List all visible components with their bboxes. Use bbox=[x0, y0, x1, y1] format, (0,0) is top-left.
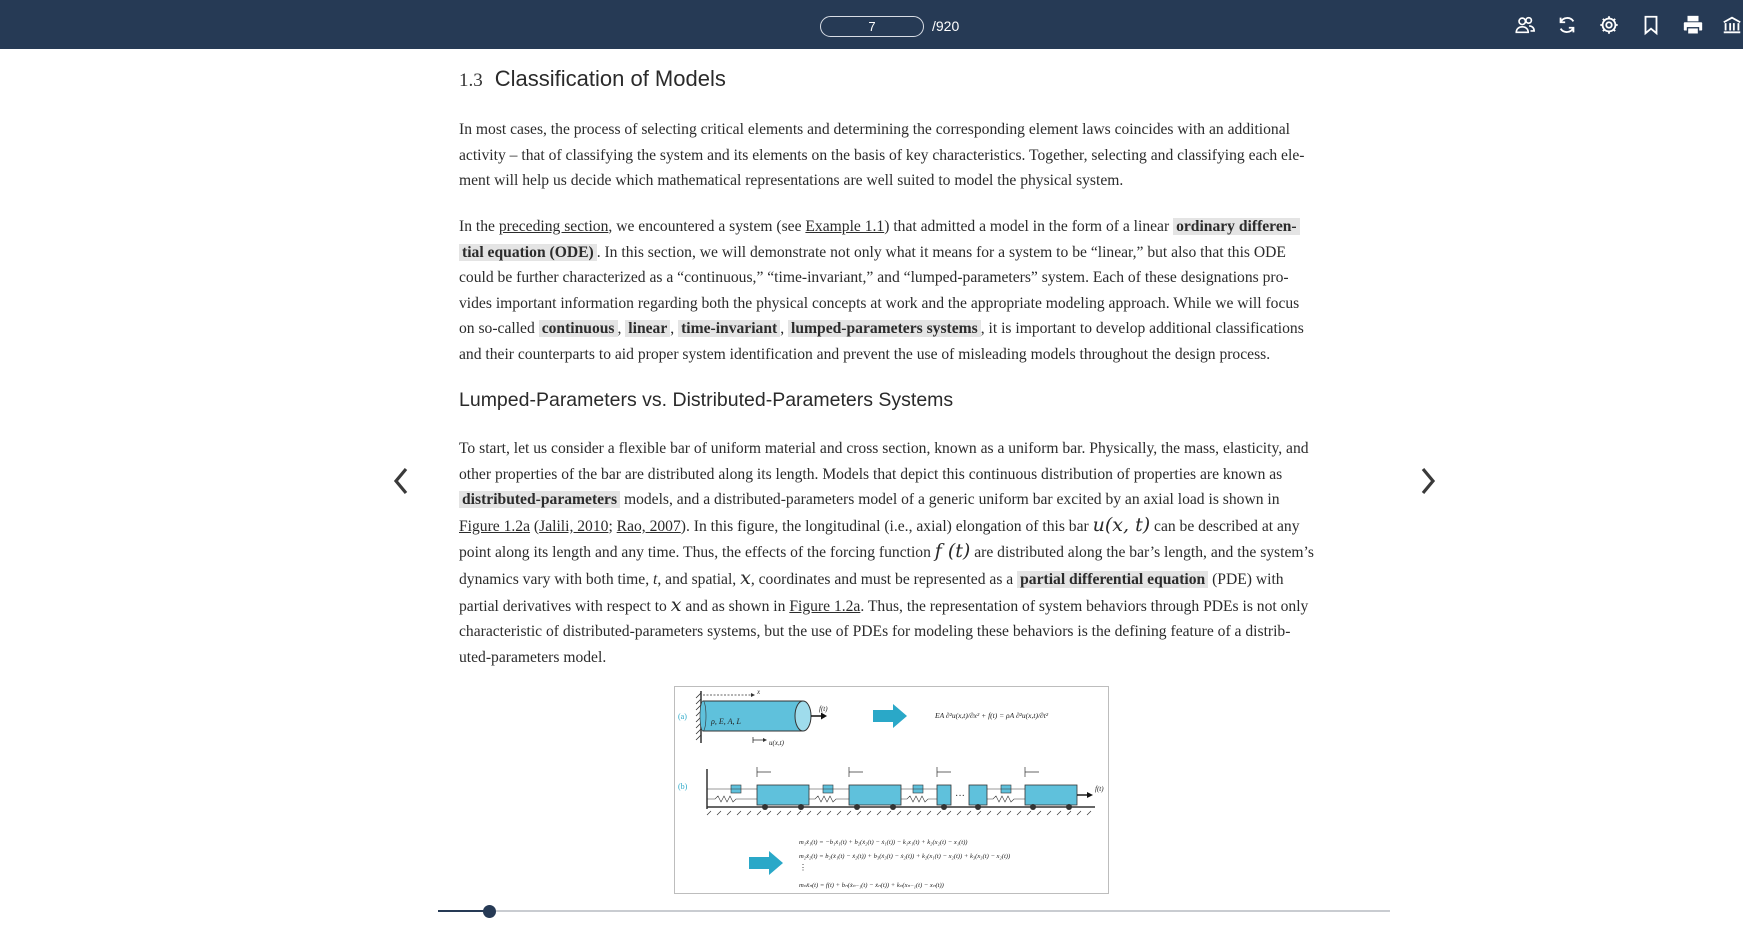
text-run: and as shown in bbox=[681, 597, 790, 615]
citation-link[interactable]: Jalili, 2010 bbox=[539, 517, 609, 535]
reading-progress-track[interactable] bbox=[438, 910, 1390, 912]
text-run: models, and a distributed-parameters model of a generic uniform bar excited by an axial load is shown in bbox=[620, 491, 1280, 509]
reading-progress-fill bbox=[438, 910, 489, 912]
arrow-icon bbox=[873, 704, 907, 728]
equation-dots: ⋮ bbox=[799, 863, 807, 872]
bookmark-icon[interactable] bbox=[1638, 12, 1664, 38]
equation-1: m₁ẍ₁(t) = −b₁ẋ₁(t) + b₂(ẋ₂(t) − ẋ₁(t)) − k₁x₁(t) + k₂(x₂(t) − x₁(t)) bbox=[799, 839, 968, 846]
reading-progress-thumb[interactable] bbox=[483, 905, 496, 918]
math-expression: u(x, t) bbox=[1092, 513, 1151, 536]
next-page-button[interactable] bbox=[1415, 463, 1441, 499]
text-line: characteristic of distributed-parameters systems, but the use of PDEs for modeling these behaviors is the defining feature of a distrib- bbox=[459, 623, 1291, 641]
section-number: 1.3 bbox=[459, 70, 483, 91]
displacement-label: u(x,t) bbox=[769, 739, 784, 747]
page-number-input[interactable]: 7 bbox=[820, 16, 924, 37]
text-run: , we encountered a system (see bbox=[608, 218, 806, 235]
pde-equation: EA ∂²u(x,t)/∂x² + f(t) = ρA ∂²u(x,t)/∂t² bbox=[935, 711, 1049, 720]
text-line: uted-parameters model. bbox=[459, 648, 607, 666]
glossary-term-time-invariant[interactable]: time-invariant bbox=[678, 320, 780, 337]
figure-1-2[interactable] bbox=[674, 686, 1109, 894]
bar-parameters: ρ, E, A, L bbox=[711, 717, 741, 726]
print-icon[interactable] bbox=[1680, 12, 1706, 38]
force-label: f(t) bbox=[819, 705, 828, 713]
text-run: dynamics vary with both time, bbox=[459, 570, 654, 588]
text-line: other properties of the bar are distributed along its length. Models that depict this continuous distribution of properties are known as bbox=[459, 465, 1283, 483]
text-run: ( bbox=[530, 517, 540, 535]
ellipsis: ··· bbox=[955, 791, 965, 802]
figure-link[interactable]: Figure 1.2a bbox=[459, 517, 531, 535]
uniform-bar bbox=[700, 701, 811, 731]
chevron-right-icon bbox=[1415, 463, 1441, 499]
subsection-title: Lumped-Parameters vs. Distributed-Parameters Systems bbox=[459, 389, 954, 411]
glossary-term-continuous[interactable]: continuous bbox=[539, 320, 618, 337]
text-run: , coordinates and must be represented as a bbox=[750, 570, 1018, 588]
text-line: could be further characterized as a “continuous,” “time-invariant,” and “lumped-parameters” system. Each of these designations pro- bbox=[459, 269, 1289, 287]
text-run: on so-called bbox=[459, 320, 539, 338]
glossary-term-ode[interactable]: ordinary differen- bbox=[1173, 218, 1300, 235]
text-run: partial derivatives with respect to bbox=[459, 597, 671, 615]
paragraph-3 bbox=[459, 436, 1339, 670]
text-line: In most cases, the process of selecting critical elements and determining the corresponding element laws coincides with an additional bbox=[459, 121, 1290, 138]
text-run: ) that admitted a model in the form of a linear bbox=[884, 218, 1174, 235]
text-line: ment will help us decide which mathematical representations are well suited to model the physical system. bbox=[459, 172, 1124, 190]
paragraph-1 bbox=[459, 117, 1339, 194]
text-run: In the bbox=[459, 218, 499, 235]
text-run: , it is important to develop additional classifications bbox=[980, 320, 1304, 338]
preceding-section-link[interactable]: preceding section bbox=[498, 218, 609, 235]
text-run: point along its length and any time. Thus, the effects of the forcing function bbox=[459, 544, 935, 562]
library-icon[interactable] bbox=[1720, 12, 1743, 38]
text-run: are distributed along the bar’s length, and the system’s bbox=[970, 544, 1314, 562]
section-title bbox=[459, 66, 726, 92]
text-run: , and spatial, bbox=[657, 570, 741, 588]
glossary-term-pde[interactable]: partial differential equation bbox=[1017, 571, 1208, 588]
text-line: To start, let us consider a flexible bar of uniform material and cross section, known as a uniform bar. Physically, the mass, elasticity, and bbox=[459, 440, 1309, 457]
text-line: and their counterparts to aid proper system identification and prevent the use of misleading models throughout the design process. bbox=[459, 345, 1271, 363]
math-variable: t bbox=[653, 570, 658, 588]
figure-label-a: (a) bbox=[678, 712, 687, 721]
math-expression: x bbox=[740, 566, 751, 589]
paragraph-2: In the preceding section, we encountered a system (see Example 1.1) that admitted a model in the form of a linear ordinary differen- tial equation (ODE) . In this section, we will demonstrate not only what it means for a system to be “linear,” but also that this ODE could be further characterized as a “continuous,” “time-invariant,” and “lumped-parameters” system. Each of these designations pro- vides important information regarding both the physical concepts at work and the appropriate modeling approach. While we will focus on so-called continuous , linear , time-invariant , lumped-parameters systems , it is important to develop additional classifications and their counterparts to aid proper system identification and prevent the use of misleading models throughout the design process. bbox=[459, 214, 1339, 368]
citation-link[interactable]: Rao, 2007 bbox=[616, 517, 681, 535]
axis-x-label: x bbox=[757, 688, 761, 696]
math-expression: x bbox=[670, 593, 682, 616]
text-run: ). In this figure, the longitudinal (i.e., axial) elongation of this bar bbox=[680, 517, 1093, 535]
glossary-term-ode[interactable]: tial equation (ODE) bbox=[459, 244, 597, 261]
glossary-term-linear[interactable]: linear bbox=[625, 320, 670, 337]
text-line: vides important information regarding both the physical concepts at work and the appropriate modeling approach. While we will focus bbox=[459, 294, 1300, 312]
text-run: (PDE) with bbox=[1208, 570, 1284, 588]
text-run: . Thus, the representation of system behaviors through PDEs is not only bbox=[860, 597, 1309, 615]
equation-n: mₙẍₙ(t) = f(t) + bₙ(ẋₙ₋₁(t) − ẋₙ(t)) + kₙ(xₙ₋₁(t) − xₙ(t)) bbox=[799, 882, 944, 889]
users-icon[interactable] bbox=[1512, 12, 1538, 38]
text-run: can be described at any bbox=[1150, 517, 1300, 535]
chevron-left-icon bbox=[388, 463, 414, 499]
text-line: activity – that of classifying the system and its elements on the basis of key characteristics. Together, selecting and classifying each ele- bbox=[459, 146, 1305, 164]
text-run: ; bbox=[608, 517, 617, 535]
glossary-term-distributed[interactable]: distributed-parameters bbox=[459, 491, 620, 508]
math-expression: f (t) bbox=[934, 540, 971, 563]
page-total: /920 bbox=[932, 18, 960, 34]
force-label: f(t) bbox=[1095, 785, 1104, 793]
example-link[interactable]: Example 1.1 bbox=[805, 218, 885, 235]
equation-2: m₂ẍ₂(t) = b₂(ẋ₁(t) − ẋ₂(t)) + b₃(ẋ₃(t) − ẋ₂(t)) + k₂(x₁(t) − x₂(t)) + k₃(x₃(t) − x₂(t)) bbox=[799, 853, 1011, 860]
previous-page-button[interactable] bbox=[388, 463, 414, 499]
lumped-model-diagram bbox=[707, 767, 1095, 815]
refresh-icon[interactable] bbox=[1554, 12, 1580, 38]
settings-icon[interactable] bbox=[1596, 12, 1622, 38]
figure-label-b: (b) bbox=[678, 782, 688, 791]
figure-link[interactable]: Figure 1.2a bbox=[789, 597, 861, 615]
glossary-term-lumped[interactable]: lumped-parameters systems bbox=[788, 320, 981, 337]
text-run: . In this section, we will demonstrate not only what it means for a system to be “linear,” but also that this ODE bbox=[596, 243, 1286, 261]
section-title-text: Classification of Models bbox=[494, 66, 726, 91]
arrow-icon bbox=[749, 851, 783, 875]
top-toolbar bbox=[0, 0, 1743, 49]
